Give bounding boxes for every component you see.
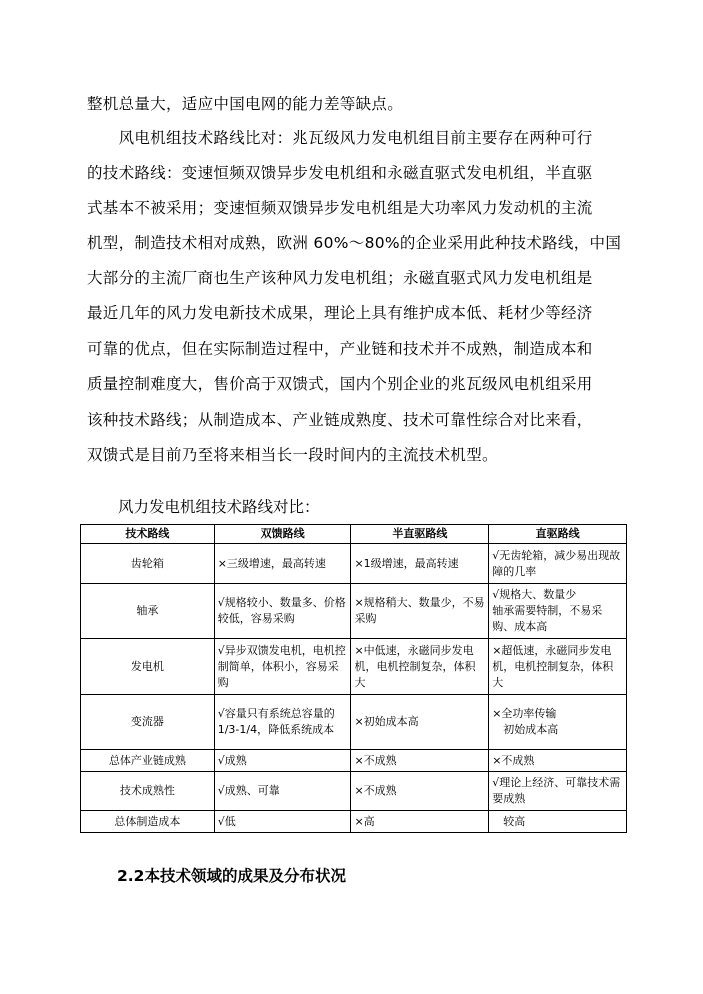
table-row bbox=[81, 695, 627, 750]
paragraph-line: 整机总量大，适应中国电网的能力差等缺点。 bbox=[87, 95, 404, 113]
header-cell: 半直驱路线 bbox=[351, 525, 489, 544]
paragraph-line: 大部分的主流厂商也生产该种风力发电机组；永磁直驱式风力发电机组是 bbox=[87, 269, 593, 287]
section-heading: 2.2本技术领域的成果及分布状况 bbox=[117, 867, 346, 885]
table-row bbox=[81, 772, 627, 811]
paragraph-line: 可靠的优点，但在实际制造过程中，产业链和技术并不成熟，制造成本和 bbox=[87, 340, 593, 358]
table-row bbox=[81, 811, 627, 833]
table-cell: √规格较小、数量多、价格较低，容易采购 bbox=[214, 584, 351, 639]
table-cell: √低 bbox=[214, 811, 351, 833]
row-label: 总体产业链成熟 bbox=[81, 750, 215, 772]
table-cell: √无齿轮箱，减少易出现故障的几率 bbox=[489, 544, 627, 584]
row-label: 总体制造成本 bbox=[81, 811, 215, 833]
table-header-row bbox=[81, 525, 627, 544]
table-row bbox=[81, 639, 627, 695]
paragraph-line: 最近几年的风力发电新技术成果，理论上具有维护成本低、耗材少等经济 bbox=[87, 304, 593, 322]
table-row bbox=[81, 544, 627, 584]
paragraph-line: 质量控制难度大，售价高于双馈式，国内个别企业的兆瓦级风电机组采用 bbox=[87, 375, 593, 393]
comparison-table bbox=[80, 524, 627, 833]
table-cell: √理论上经济、可靠技术需要成熟 bbox=[489, 772, 627, 811]
table-cell: ×超低速，永磁同步发电机，电机控制复杂，体积大 bbox=[489, 639, 627, 695]
header-cell: 技术路线 bbox=[81, 525, 215, 544]
paragraph-line: 式基本不被采用；变速恒频双馈异步发电机组是大功率风力发动机的主流 bbox=[87, 199, 593, 217]
paragraph-line: 机型，制造技术相对成熟，欧洲 60%～80%的企业采用此种技术路线，中国 bbox=[87, 234, 622, 252]
table-cell: √成熟 bbox=[214, 750, 351, 772]
table-cell: ×高 bbox=[351, 811, 489, 833]
header-cell: 双馈路线 bbox=[214, 525, 351, 544]
row-label: 轴承 bbox=[81, 584, 215, 639]
table-row bbox=[81, 750, 627, 772]
table-cell: 较高 bbox=[489, 811, 627, 833]
table-cell: √成熟、可靠 bbox=[214, 772, 351, 811]
table-cell: ×初始成本高 bbox=[351, 695, 489, 750]
table-cell: ×全功率传输 初始成本高 bbox=[489, 695, 627, 750]
paragraph-line: 的技术路线：变速恒频双馈异步发电机组和永磁直驱式发电机组，半直驱 bbox=[87, 164, 593, 182]
paragraph-line: 该种技术路线；从制造成本、产业链成熟度、技术可靠性综合对比来看， bbox=[87, 411, 593, 429]
header-cell: 直驱路线 bbox=[489, 525, 627, 544]
table-cell: ×1级增速，最高转速 bbox=[351, 544, 489, 584]
table-cell: ×不成熟 bbox=[351, 750, 489, 772]
table-cell: ×不成熟 bbox=[351, 772, 489, 811]
table-caption: 风力发电机组技术路线对比： bbox=[118, 498, 320, 516]
table-cell: ×规格稍大、数量少，不易采购 bbox=[351, 584, 489, 639]
row-label: 变流器 bbox=[81, 695, 215, 750]
row-label: 发电机 bbox=[81, 639, 215, 695]
table-row bbox=[81, 584, 627, 639]
table-cell: √容量只有系统总容量的1/3-1/4，降低系统成本 bbox=[214, 695, 351, 750]
row-label: 齿轮箱 bbox=[81, 544, 215, 584]
table-cell: ×不成熟 bbox=[489, 750, 627, 772]
paragraph-line: 双馈式是目前乃至将来相当长一段时间内的主流技术机型。 bbox=[87, 446, 498, 464]
table-cell: ×中低速，永磁同步发电机，电机控制复杂，体积大 bbox=[351, 639, 489, 695]
table-cell: ×三级增速，最高转速 bbox=[214, 544, 351, 584]
table-cell: √异步双馈发电机，电机控制简单，体积小，容易采购 bbox=[214, 639, 351, 695]
paragraph-line: 风电机组技术路线比对：兆瓦级风力发电机组目前主要存在两种可行 bbox=[87, 129, 593, 147]
row-label: 技术成熟性 bbox=[81, 772, 215, 811]
table-cell: √规格大、数量少 轴承需要特制，不易采购、成本高 bbox=[489, 584, 627, 639]
